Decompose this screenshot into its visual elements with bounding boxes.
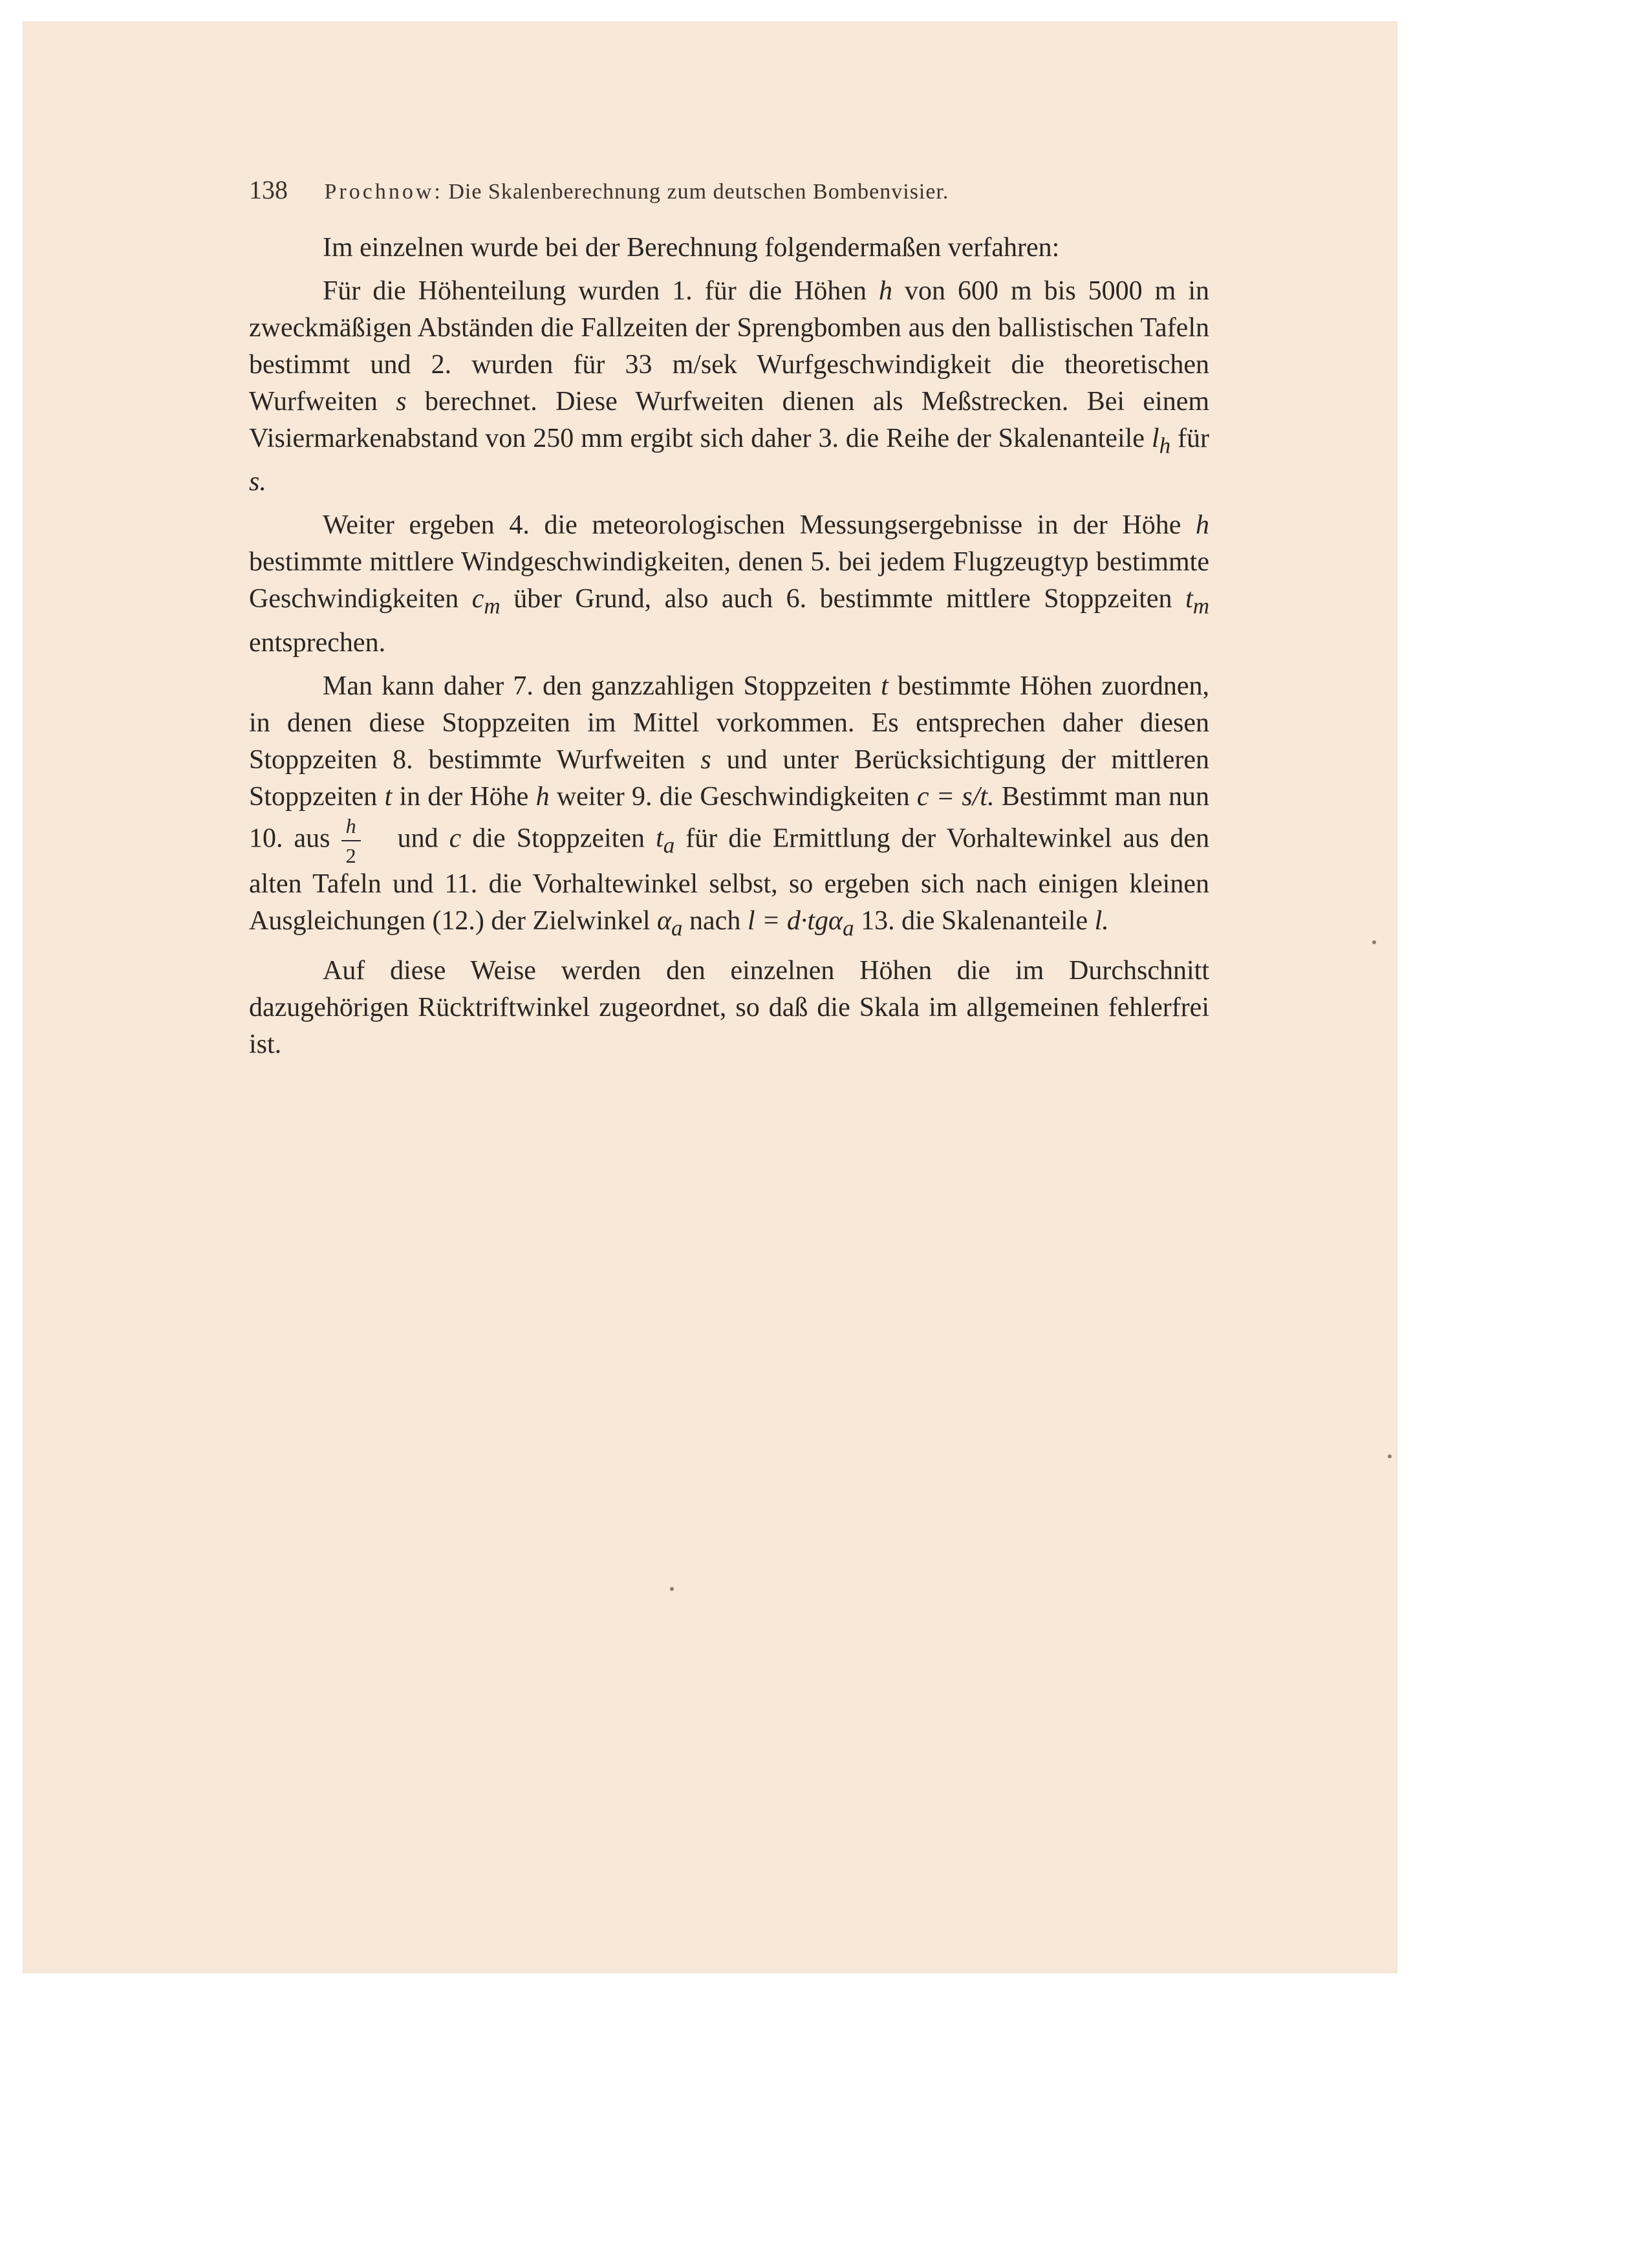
equation-c: c = s/t.: [916, 781, 995, 812]
fraction-h-over-2: $\frac{h}{2}$: [341, 815, 361, 866]
paragraph-5: Auf diese Weise werden den einzelnen Höhen die im Durchschnitt dazugehörigen Rücktriftwinkel zugeordnet, so daß die Skala im allgemeinen fehlerfrei ist.: [249, 956, 1209, 1060]
header-title: Die Skalenberechnung zum deutschen Bombenvisier.: [448, 180, 949, 204]
page-number: 138: [249, 175, 288, 204]
symbol-l: l.: [1094, 905, 1109, 936]
symbol-t: t: [881, 671, 889, 701]
symbol-c-m: $c_m$: [471, 584, 501, 619]
symbol-l-h: $l_h$: [1151, 424, 1171, 459]
paragraph-4: Man kann daher 7. den ganzzahligen Stoppzeiten t bestimmte Höhen zuordnen, in denen diese Stoppzeiten im Mittel vorkommen. Es entsprechen daher diesen Stoppzeiten 8. bestimmte Wurfweiten s und unter Berücksichtigung der mittleren Stoppzeiten t in der Höhe h weiter 9. die Geschwindigkeiten c = s/t. Bestimmt man nun 10. aus $\frac{h}{2}$ und c die Stoppzeiten $t_a$ für die Ermittlung der Vorhaltewinkel aus den alten Tafeln und 11. die Vorhaltewinkel selbst, so ergeben sich nach einigen kleinen Ausgleichungen (12.) der Zielwinkel $\alpha_a$ nach l = d·tgα$_a$ 13. die Skalenanteile l.: [249, 671, 1210, 941]
symbol-t-m: $t_m$: [1185, 584, 1210, 619]
symbol-t: t: [384, 781, 393, 812]
body-text: [249, 230, 1209, 1070]
symbol-s: s: [700, 744, 711, 775]
symbol-s-end: s.: [249, 467, 266, 497]
symbol-c: c: [449, 823, 462, 854]
symbol-alpha-a: $\alpha_a$: [656, 905, 683, 941]
running-header: [249, 175, 1209, 205]
symbol-h: h: [1196, 510, 1209, 541]
paragraph-1: Im einzelnen wurde bei der Berechnung folgendermaßen verfahren:: [323, 233, 1060, 263]
paragraph-2: Für die Höhenteilung wurden 1. für die Höhen h von 600 m bis 5000 m in zweckmäßigen Abständen die Fallzeiten der Sprengbomben aus den ballistischen Tafeln bestimmt und 2. wurden für 33 m/sek Wurfgeschwindigkeit die theoretischen Wurfweiten s berechnet. Diese Wurfweiten dienen als Meßstrecken. Bei einem Visiermarkenabstand von 250 mm ergibt sich daher 3. die Reihe der Skalenanteile $l_h$ für s.: [249, 276, 1210, 497]
symbol-t-a: $t_a$: [656, 823, 675, 858]
symbol-s: s: [396, 387, 407, 416]
ink-speck: [1388, 1454, 1392, 1458]
header-author: Prochnow:: [324, 180, 443, 204]
symbol-h: h: [535, 781, 550, 812]
equation-l: l = d·tgα$_a$: [747, 905, 854, 941]
ink-speck: [670, 1587, 674, 1591]
paragraph-3: Weiter ergeben 4. die meteorologischen Messungsergebnisse in der Höhe h bestimmte mittlere Windgeschwindigkeiten, denen 5. bei jedem Flugzeugtyp bestimmte Geschwindigkeiten $c_m$ über Grund, also auch 6. bestimmte mittlere Stoppzeiten $t_m$ entsprechen.: [249, 510, 1210, 658]
ink-speck: [1372, 940, 1376, 944]
symbol-h: h: [878, 276, 892, 306]
